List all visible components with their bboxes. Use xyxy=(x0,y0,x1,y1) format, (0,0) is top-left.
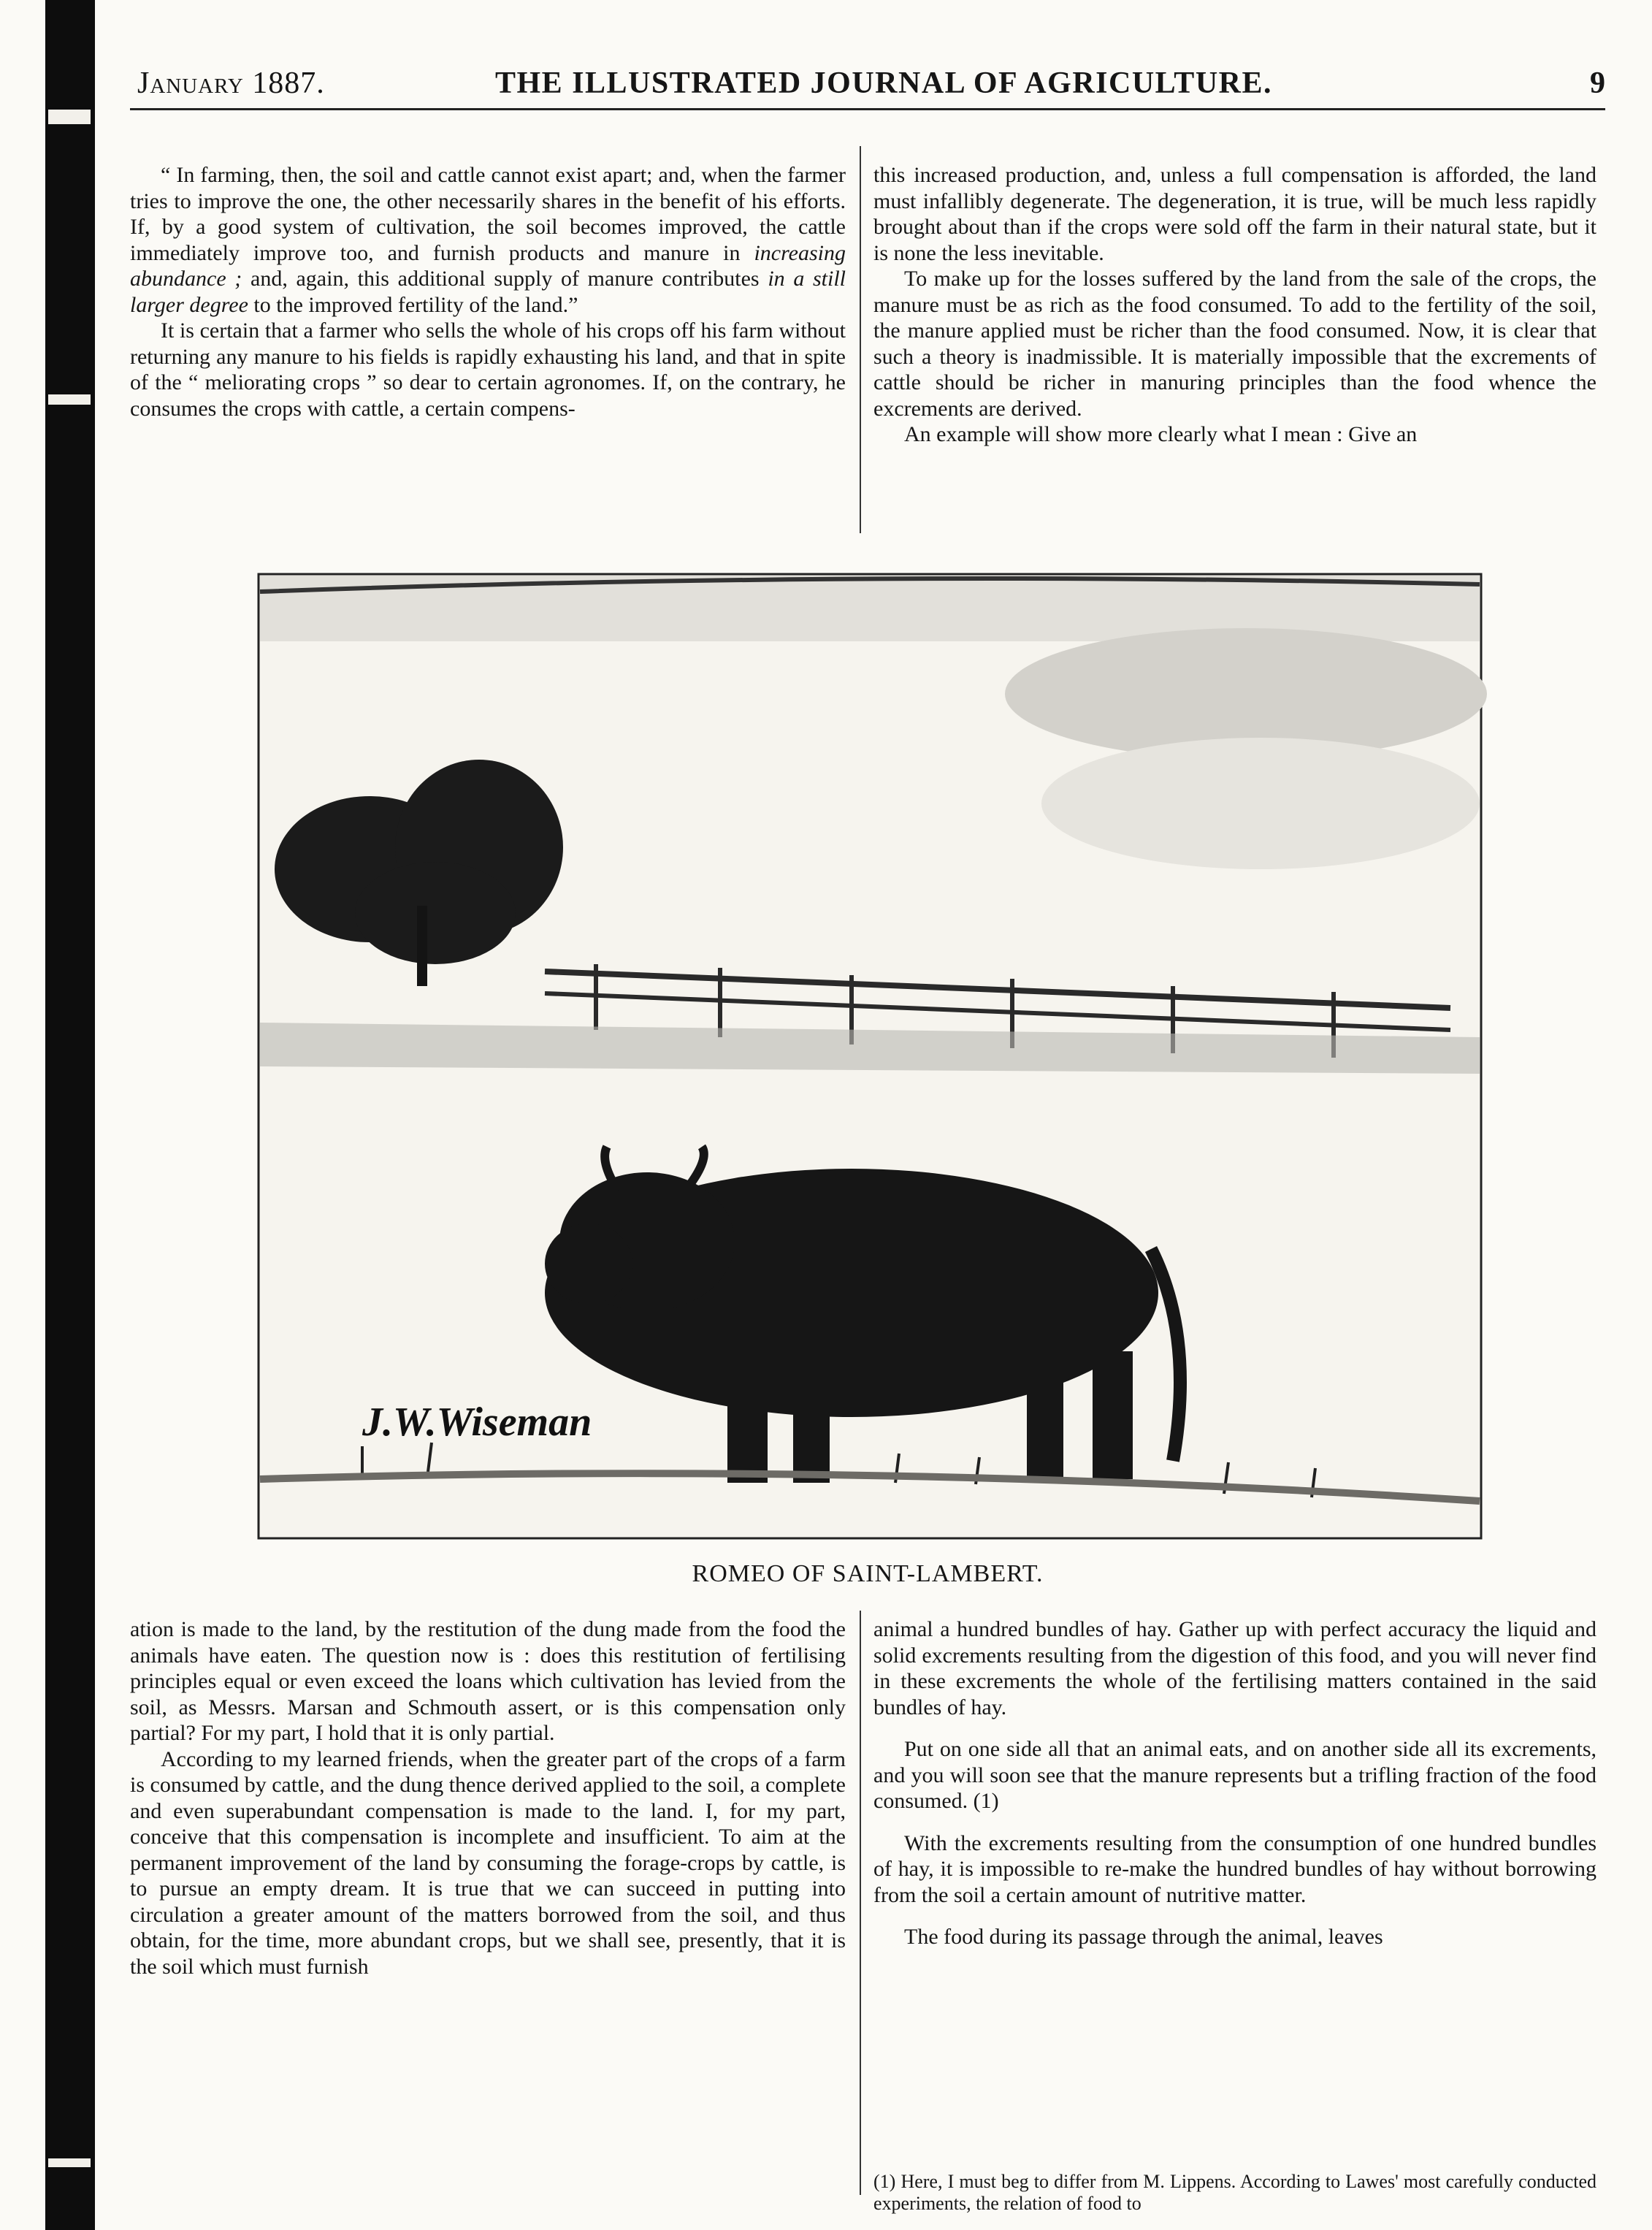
paragraph: ation is made to the land, by the restitution of the dung made from the food the animals have eaten. The question now is : does this restitution of fertilising principles equal or even exceed the loans which cultivation has levied from the soil, as Messrs. Marsan and Schmouth assert, or is this compensation only partial? For my part, I hold that it is only partial. xyxy=(130,1617,846,1745)
paragraph: With the excrements resulting from the consumption of one hundred bundles of hay, it is impossible to re-make the hundred bundles of hay without borrowing from the soil a certain amount of nutritive matter. xyxy=(873,1830,1596,1907)
paragraph: “ In farming, then, the soil and cattle cannot exist apart; and, when the farmer tries to improve the one, the other necessarily shares in the benefit of his efforts. If, by a good system of cultivation, the soil becomes improved, the cattle immediately improve too, and furnish products and manure in increasing abundance ; and, again, this additional supply of manure contributes in a still larger degree to the improved fertility of the land.” xyxy=(130,163,846,317)
figure-caption: ROMEO OF SAINT-LAMBERT. xyxy=(692,1560,1044,1587)
column-bottom-left xyxy=(130,1616,846,1979)
column-top-left xyxy=(130,162,846,421)
paragraph: To make up for the losses suffered by the land from the sale of the crops, the manure must be as rich as the food consumed. To add to the fertility of the soil, the manure applied must be richer than the food consumed. Now, it is clear that such a theory is inadmissible. It is materially impossible that the excrements of cattle should be richer in manuring principles than the food whence the excrements are derived. xyxy=(873,267,1596,421)
journal-title: THE ILLUSTRATED JOURNAL OF AGRICULTURE. xyxy=(495,66,1272,100)
paragraph: this increased production, and, unless a full compensation is afforded, the land must infallibly degenerate. The degeneration, it is true, will be much less rapidly brought about than if the crops were sold off the farm in their natural state, but it is none the less inevitable. xyxy=(873,163,1596,265)
paragraph: An example will show more clearly what I mean : Give an xyxy=(904,422,1418,446)
paragraph: According to my learned friends, when the greater part of the crops of a farm is consumed by cattle, and the dung thence derived applied to the soil, a complete and even superabundant compensation is made to the land. I, for my part, conceive that this compensation is incomplete and insufficient. To aim at the permanent improvement of the land by consuming the forage-crops by cattle, is to pursue an empty dream. It is true that we can succeed in putting into circulation a greater amount of the matters borrowed from the soil, and thus obtain, for the time, more abundant crops, but we shall see, presently, that it is the soil which must furnish xyxy=(130,1746,846,1979)
header-date: January 1887. xyxy=(137,66,325,100)
page-number: 9 xyxy=(1590,66,1605,100)
engraving-bull-illustration xyxy=(253,562,1487,1545)
paragraph: Put on one side all that an animal eats, and on another side all its excrements, and you will soon see that the manure represents but a trifling fraction of the food consumed. (1) xyxy=(873,1737,1596,1813)
column-bottom-right xyxy=(873,1616,1596,1950)
binding-margin-mark xyxy=(48,2158,91,2167)
page-header xyxy=(130,61,1605,110)
column-divider xyxy=(860,1611,861,2195)
paragraph: animal a hundred bundles of hay. Gather up with perfect accuracy the liquid and solid excrements resulting from the digestion of this food, and you will never find in these excrements the whole of the fertilising matters contained in the said bundles of hay. xyxy=(873,1617,1596,1719)
artist-signature: J.W.Wiseman xyxy=(362,1400,592,1445)
paragraph: The food during its passage through the animal, leaves xyxy=(904,1925,1383,1949)
footnote: (1) Here, I must beg to differ from M. Lippens. According to Lawes' most carefully conducted experiments, the relation of food to xyxy=(873,2171,1596,2214)
scan-binding-edge xyxy=(45,0,95,2230)
binding-margin-mark xyxy=(48,110,91,124)
binding-margin-mark xyxy=(48,394,91,405)
column-divider xyxy=(860,146,861,533)
column-top-right xyxy=(873,162,1596,448)
paragraph: It is certain that a farmer who sells the whole of his crops off his farm without returning any manure to his fields is rapidly exhausting his land, and that in spite of the “ meliorating crops ” so dear to certain agronomes. If, on the contrary, he consumes the crops with cattle, a certain compens- xyxy=(130,318,846,421)
